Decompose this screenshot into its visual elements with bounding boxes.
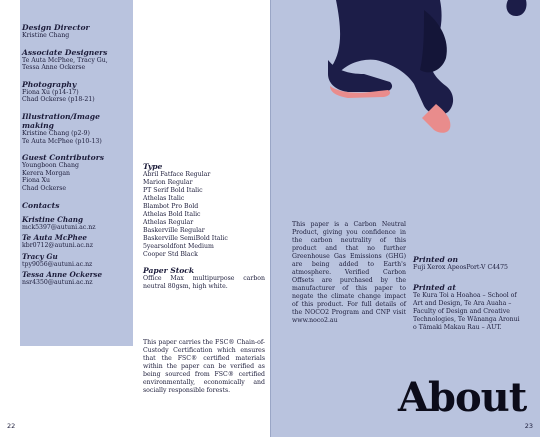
font-list-item: Marion Regular	[143, 179, 193, 186]
contact-name: Te Auta McPhee	[22, 233, 87, 243]
credits-column	[22, 13, 134, 287]
font-list-item: 5yearsoldfont Medium	[143, 243, 214, 250]
credit-line: Tessa Anne Ockerse	[22, 64, 86, 72]
page-number-right: 23	[524, 422, 533, 430]
credit-line: Chad Ockerse	[22, 184, 67, 192]
printed-on-section	[413, 255, 525, 272]
printed-at-text: Te Kura Toi a Hoahoa – School of Art and Design, Te Ara Auaha – Faculty of Design and Creative Technologies, Te Wānanga Aronui o Tāmaki Makau Rau – AUT.	[413, 292, 520, 331]
coat-flap	[420, 10, 447, 72]
credit-line: Fiona Xu	[22, 177, 51, 185]
font-list-item: Athelas Regular	[143, 219, 194, 226]
credit-line: Kerera Morgan	[22, 169, 71, 177]
contact-email: tpy9056@autuni.ac.nz	[22, 260, 93, 268]
type-section	[143, 162, 265, 291]
contact-email: kbr0712@autuni.ac.nz	[22, 242, 94, 250]
contact-email: nsr4350@autuni.ac.nz	[22, 279, 93, 287]
contact-name: Tessa Anne Ockerse	[22, 270, 103, 280]
page-number-left: 22	[7, 422, 16, 430]
credit-line: Kristine Chang	[22, 32, 70, 39]
about-title: About	[398, 374, 527, 421]
credit-line: Youngboon Chang	[22, 162, 79, 170]
font-list-item: Cooper Std Black	[143, 251, 198, 258]
printed-at-heading: Printed at	[413, 283, 456, 292]
printed-at-section	[413, 283, 525, 332]
credit-line: Chad Ockerse (p18-21)	[22, 96, 95, 104]
printed-on-text: Fuji Xerox ApeosPort-V C4475	[413, 264, 508, 271]
associate-designers-heading: Associate Designers	[22, 47, 108, 57]
contacts-heading: Contacts	[22, 200, 60, 210]
design-director-heading: Design Director	[22, 23, 90, 32]
credit-line: Kristine Chang (p2-9)	[22, 129, 90, 137]
font-list-item: Baskerville Regular	[143, 227, 205, 234]
contact-name: Tracy Gu	[22, 251, 58, 261]
carbon-neutral-text: This paper is a Carbon Neutral Product, giving you confidence in the carbon neutrality of this product and that no further Greenhouse Gas Emissions (GHG) are being added to Earth's atmosphere. Verified Carbon Offsets are purchased by the manufacturer of this paper to negate the climate change impact of this product. For full details of the NOCO2 Program and CNP visit www.noco2.au	[292, 221, 406, 324]
credit-line: Fiona Xu (p14-17)	[22, 88, 79, 96]
photography-heading: Photography	[22, 79, 77, 89]
paper-stock-text: Office Max multipurpose carbon neutral 80gsm, high white.	[143, 275, 265, 290]
font-list-item: PT Serif Bold Italic	[143, 187, 203, 194]
paper-stock-heading: Paper Stock	[143, 266, 195, 275]
guest-contributors-heading: Guest Contributors	[22, 153, 104, 163]
type-heading: Type	[143, 162, 163, 171]
font-list-item: Abril Fatface Regular	[143, 171, 211, 178]
contact-name: Kristine Chang	[22, 214, 84, 224]
credit-line: Te Auta McPhee (p10-13)	[22, 137, 102, 145]
hand-shape	[506, 0, 526, 16]
credit-line: Te Auta McPhee, Tracy Gu,	[22, 56, 108, 64]
contact-email: mck5397@autuni.ac.nz	[22, 223, 96, 231]
running-figure-illustration	[328, 0, 540, 140]
font-list-item: Athelas Italic	[143, 195, 185, 202]
font-list-item: Blambot Pro Bold	[143, 203, 199, 210]
printed-on-heading: Printed on	[413, 255, 458, 264]
font-list-item: Baskerville SemiBold Italic	[143, 235, 228, 242]
fsc-text: This paper carries the FSC® Chain-of-Custody Certification which ensures that the FSC® certified materials within the paper can be verified as being sourced from FSC® certified environmentally, economically and socially responsible forests.	[143, 339, 265, 394]
illustration-heading: Illustration/Image making	[22, 111, 100, 130]
font-list-item: Athelas Bold Italic	[143, 211, 201, 218]
